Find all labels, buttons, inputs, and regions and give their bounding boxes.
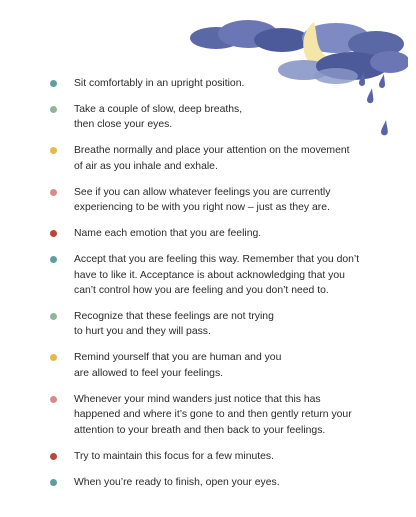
step-text: When you’re ready to finish, open your eyes. xyxy=(74,476,280,488)
bullet-dot-icon xyxy=(50,479,57,486)
step-text: Try to maintain this focus for a few minutes. xyxy=(74,450,274,462)
list-item xyxy=(48,449,378,464)
bullet-dot-icon xyxy=(50,396,57,403)
list-item xyxy=(48,143,378,174)
bullet-dot-icon xyxy=(50,313,57,320)
step-text: Remind yourself that you are human and you are allowed to feel your feelings. xyxy=(74,352,282,379)
list-item xyxy=(48,350,378,381)
list-item xyxy=(48,309,378,340)
bullet-dot-icon xyxy=(50,80,57,87)
list-item xyxy=(48,226,378,241)
bullet-dot-icon xyxy=(50,147,57,154)
list-item xyxy=(48,475,378,490)
bullet-dot-icon xyxy=(50,189,57,196)
bullet-dot-icon xyxy=(50,230,57,237)
step-text: Breathe normally and place your attention on the movement of air as you inhale and exhale. xyxy=(74,145,350,172)
bullet-dot-icon xyxy=(50,354,57,361)
instruction-list xyxy=(48,76,378,501)
list-item xyxy=(48,102,378,133)
step-text: Take a couple of slow, deep breaths, then close your eyes. xyxy=(74,104,243,131)
step-text: See if you can allow whatever feelings you are currently experiencing to be with you right now – just as they are. xyxy=(74,186,331,214)
list-item xyxy=(48,252,378,298)
step-text: Recognize that these feelings are not trying to hurt you and they will pass. xyxy=(74,311,274,338)
bullet-dot-icon xyxy=(50,453,57,460)
step-text: Accept that you are feeling this way. Remember that you don’t have to like it. Acceptance is about acknowledging that you can’t control how you are feeling and you don’t need to. xyxy=(74,254,360,297)
step-text: Sit comfortably in an upright position. xyxy=(74,78,245,89)
list-item xyxy=(48,76,378,91)
list-item xyxy=(48,392,378,438)
bullet-dot-icon xyxy=(50,256,57,263)
list-item xyxy=(48,185,378,216)
step-text: Name each emotion that you are feeling. xyxy=(74,228,262,240)
bullet-dot-icon xyxy=(50,106,57,113)
step-text: Whenever your mind wanders just notice that this has happened and where it’s gone to and then gently return your attention to your breath and then back to your feelings. xyxy=(74,393,352,436)
